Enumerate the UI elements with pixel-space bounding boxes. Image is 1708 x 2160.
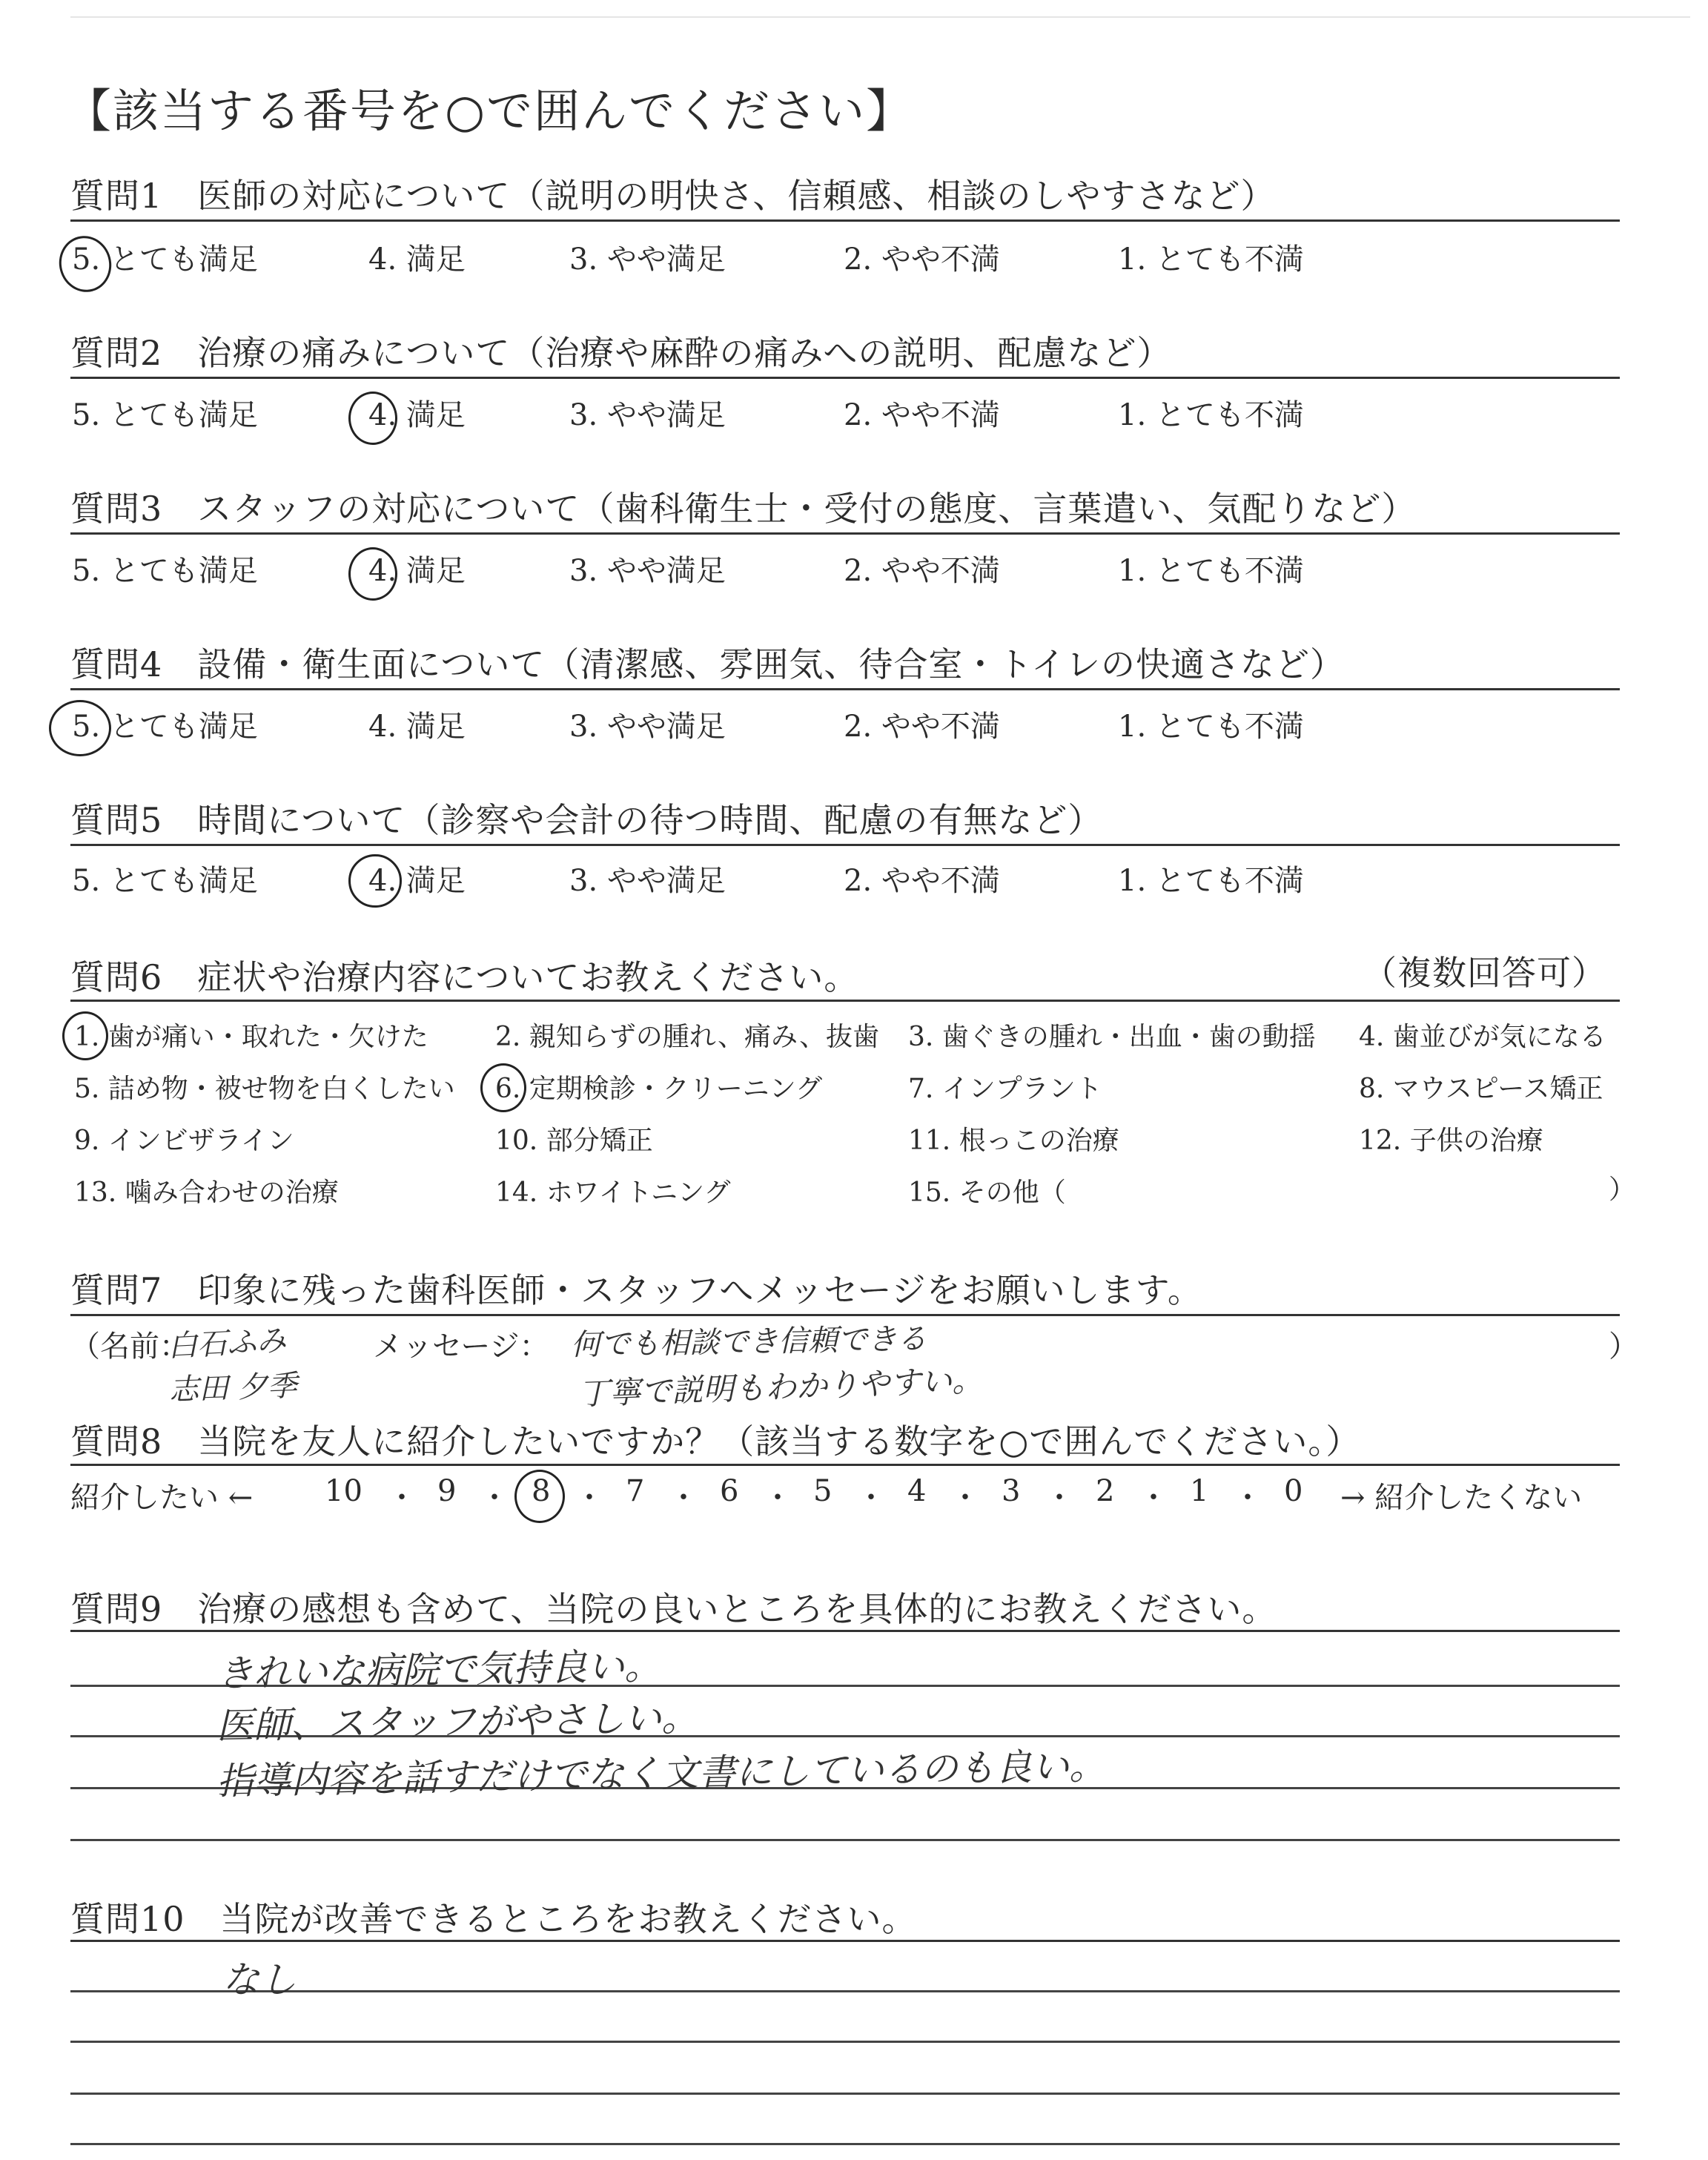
q7-handwritten-name-2: 志田 夕季 (168, 1368, 298, 1407)
q9-handwritten-answer-3: 指導内容を話すだけでなく文書にしているのも良い。 (216, 1744, 1107, 1803)
q6-option-9[interactable]: 9. インビザライン (74, 1126, 294, 1156)
q3-option-2[interactable]: 2. やや不満 (844, 554, 1000, 588)
question-2-title: 質問2 治療の痛みについて（治療や麻酔の痛みへの説明、配慮など） (70, 333, 1172, 373)
q5-option-4[interactable]: 4. 満足 (368, 864, 466, 898)
q5-option-3[interactable]: 3. やや満足 (569, 864, 726, 898)
q6-option-5[interactable]: 5. 詰め物・被せ物を白くしたい (74, 1074, 455, 1104)
q2-option-5[interactable]: 5. とても満足 (72, 398, 258, 432)
q6-option-4[interactable]: 4. 歯並びが気になる (1359, 1022, 1606, 1052)
q9-answer-line-4 (70, 1839, 1620, 1841)
q8-number-3[interactable]: 3 (1002, 1474, 1021, 1508)
q4-option-4[interactable]: 4. 満足 (368, 710, 466, 744)
q6-option-6[interactable]: 6. 定期検診・クリーニング (495, 1074, 823, 1104)
q6-option-13[interactable]: 13. 噛み合わせの治療 (74, 1178, 339, 1208)
question-2-rule (70, 377, 1620, 379)
q4-selection-circle (49, 700, 111, 756)
q8-number-8[interactable]: 8 (532, 1474, 551, 1508)
question-6-note: （複数回答可） (1363, 953, 1606, 993)
question-8-title: 質問8 当院を友人に紹介したいですか？（該当する数字を○で囲んでください。） (70, 1421, 1361, 1462)
q3-option-3[interactable]: 3. やや満足 (569, 554, 726, 588)
q6-selection-circle-6 (480, 1063, 526, 1112)
q6-option-15[interactable]: 15. その他（ (908, 1178, 1066, 1208)
question-3-title: 質問3 スタッフの対応について（歯科衛生士・受付の態度、言葉遣い、気配りなど） (70, 489, 1417, 529)
page-title: 【該当する番号を○で囲んでください】 (65, 84, 914, 138)
q10-answer-line-2 (70, 2041, 1620, 2043)
q8-number-6[interactable]: 6 (720, 1474, 739, 1508)
q7-handwritten-message-1: 何でも相談でき信頼できる (570, 1321, 927, 1363)
q8-dot: ・ (1233, 1481, 1262, 1515)
q6-option-3[interactable]: 3. 歯ぐきの腫れ・出血・歯の動揺 (908, 1022, 1316, 1052)
question-1-title: 質問1 医師の対応について（説明の明快さ、信頼感、相談のしやすさなど） (70, 176, 1276, 216)
question-3-rule (70, 532, 1620, 535)
q2-selection-circle (348, 392, 397, 445)
q8-selection-circle (514, 1470, 565, 1523)
q10-answer-line-4 (70, 2143, 1620, 2145)
question-8-rule (70, 1464, 1620, 1466)
q8-number-1[interactable]: 1 (1190, 1474, 1209, 1508)
q6-option-11[interactable]: 11. 根っこの治療 (908, 1126, 1119, 1156)
question-6-rule (70, 1000, 1620, 1002)
q8-number-2[interactable]: 2 (1096, 1474, 1115, 1508)
q3-option-1[interactable]: 1. とても不満 (1118, 554, 1304, 588)
question-9-rule (70, 1630, 1620, 1632)
q8-number-0[interactable]: 0 (1284, 1474, 1303, 1508)
q9-handwritten-answer-1: きれいな病院で気持良い。 (216, 1644, 662, 1696)
question-1-rule (70, 219, 1620, 222)
q6-option-14[interactable]: 14. ホワイトニング (495, 1178, 731, 1208)
q8-dot: ・ (669, 1481, 698, 1515)
q6-option-2[interactable]: 2. 親知らずの腫れ、痛み、抜歯 (495, 1022, 880, 1052)
q10-handwritten-answer: なし (222, 1958, 297, 2001)
q8-dot: ・ (575, 1481, 604, 1515)
q4-option-1[interactable]: 1. とても不満 (1118, 710, 1304, 744)
q7-handwritten-name-1: 白石ふみ (167, 1323, 288, 1364)
question-9-title: 質問9 治療の感想も含めて、当院の良いところを具体的にお教えください。 (70, 1589, 1277, 1629)
q7-handwritten-message-2: 丁寧で説明もわかりやすい。 (577, 1361, 984, 1413)
q4-option-5[interactable]: 5. とても満足 (72, 710, 258, 744)
q6-option-10[interactable]: 10. 部分矯正 (495, 1126, 653, 1156)
q8-number-5[interactable]: 5 (813, 1474, 833, 1508)
question-5-rule (70, 844, 1620, 846)
q4-option-3[interactable]: 3. やや満足 (569, 710, 726, 744)
q3-option-5[interactable]: 5. とても満足 (72, 554, 258, 588)
q10-answer-line-1 (70, 1990, 1620, 1992)
q8-number-4[interactable]: 4 (907, 1474, 927, 1508)
q8-left-label: 紹介したい ← (70, 1481, 254, 1515)
q6-option-12[interactable]: 12. 子供の治療 (1359, 1126, 1543, 1156)
q6-other-close-paren: ） (1609, 1175, 1636, 1205)
q1-option-2[interactable]: 2. やや不満 (844, 242, 1000, 277)
q1-option-3[interactable]: 3. やや満足 (569, 242, 726, 277)
q8-dot: ・ (856, 1481, 886, 1515)
q8-dot: ・ (1045, 1481, 1074, 1515)
q8-number-9[interactable]: 9 (437, 1474, 457, 1508)
q1-option-1[interactable]: 1. とても不満 (1118, 242, 1304, 277)
q5-option-2[interactable]: 2. やや不満 (844, 864, 1000, 898)
q7-close-paren: ） (1609, 1330, 1638, 1364)
question-10-rule (70, 1940, 1620, 1942)
question-6-title: 質問6 症状や治療内容についてお教えください。 (70, 957, 859, 997)
question-5-title: 質問5 時間について（診察や会計の待つ時間、配慮の有無など） (70, 800, 1103, 840)
question-7-rule (70, 1314, 1620, 1316)
q8-right-label: → 紹介したくない (1340, 1481, 1583, 1515)
q5-option-5[interactable]: 5. とても満足 (72, 864, 258, 898)
q8-dot: ・ (480, 1481, 509, 1515)
question-10-title: 質問10 当院が改善できるところをお教えください。 (70, 1899, 917, 1939)
question-4-title: 質問4 設備・衛生面について（清潔感、雰囲気、待合室・トイレの快適さなど） (70, 644, 1345, 684)
q2-option-3[interactable]: 3. やや満足 (569, 398, 726, 432)
q3-selection-circle (348, 547, 397, 601)
q8-dot: ・ (950, 1481, 980, 1515)
q2-option-1[interactable]: 1. とても不満 (1118, 398, 1304, 432)
q10-answer-line-3 (70, 2093, 1620, 2095)
q6-option-8[interactable]: 8. マウスピース矯正 (1359, 1074, 1603, 1104)
question-7-title: 質問7 印象に残った歯科医師・スタッフへメッセージをお願いします。 (70, 1270, 1202, 1310)
q6-selection-circle-1 (62, 1011, 108, 1060)
q1-option-5[interactable]: 5. とても満足 (72, 242, 258, 277)
q8-number-7[interactable]: 7 (626, 1474, 645, 1508)
q4-option-2[interactable]: 2. やや不満 (844, 710, 1000, 744)
q8-dot: ・ (387, 1481, 417, 1515)
q6-option-7[interactable]: 7. インプラント (908, 1074, 1102, 1104)
q2-option-4[interactable]: 4. 満足 (368, 398, 466, 432)
q7-message-label: メッセージ： (373, 1330, 549, 1364)
q5-option-1[interactable]: 1. とても不満 (1118, 864, 1304, 898)
question-4-rule (70, 688, 1620, 690)
scan-edge-line (70, 16, 1690, 18)
q5-selection-circle (348, 854, 402, 908)
q6-option-1[interactable]: 1. 歯が痛い・取れた・欠けた (74, 1022, 428, 1052)
q8-dot: ・ (763, 1481, 792, 1515)
q7-name-label: （名前： (70, 1330, 189, 1364)
q8-dot: ・ (1139, 1481, 1168, 1515)
q2-option-2[interactable]: 2. やや不満 (844, 398, 1000, 432)
q9-handwritten-answer-2: 医師、スタッフがやさしい。 (216, 1696, 699, 1748)
q1-option-4[interactable]: 4. 満足 (368, 242, 466, 277)
q8-number-10[interactable]: 10 (325, 1474, 363, 1508)
q3-option-4[interactable]: 4. 満足 (368, 554, 466, 588)
